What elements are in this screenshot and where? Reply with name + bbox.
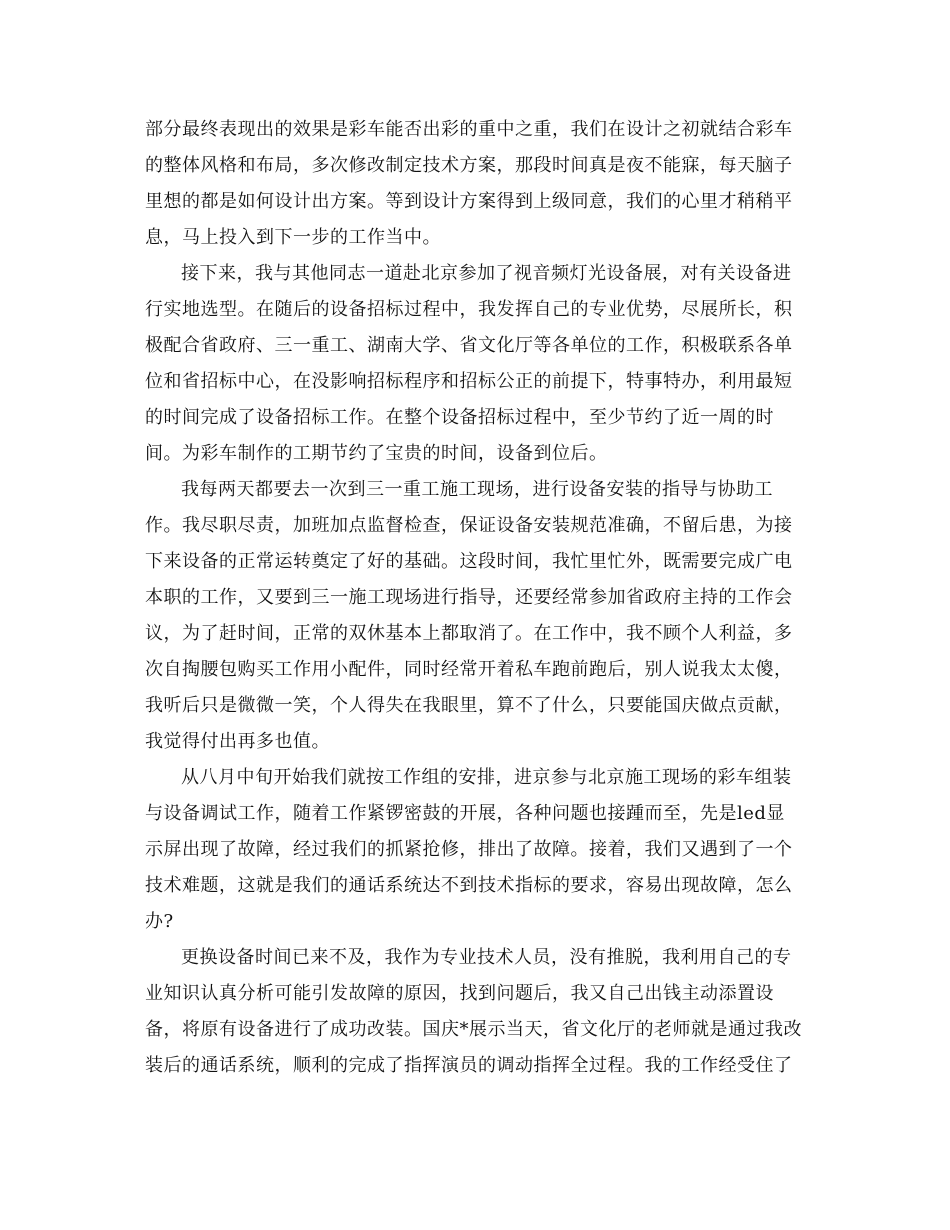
text-line: 议，为了赶时间，正常的双休基本上都取消了。在工作中，我不顾个人利益，多 [145,623,793,644]
text-line: 的整体风格和布局，多次修改制定技术方案，那段时间真是夜不能寐，每天脑子 [145,155,793,176]
paragraph-first-line: 接下来，我与其他同志一道赴北京参加了视音频灯光设备展，对有关设备进 [181,263,792,284]
text-line: 示屏出现了故障，经过我们的抓紧抢修，排出了故障。接着，我们又遇到了一个 [145,839,793,860]
text-line: 次自掏腰包购买工作用小配件，同时经常开着私车跑前跑后，别人说我太太傻， [145,659,793,680]
paragraph-first-line: 我每两天都要去一次到三一重工施工现场，进行设备安装的指导与协助工 [181,479,773,500]
paragraph-first-line: 更换设备时间已来不及，我作为专业技术人员，没有推脱，我利用自己的专 [181,947,792,968]
text-line: 办? [145,911,174,932]
text-line: 极配合省政府、三一重工、湖南大学、省文化厅等各单位的工作，积极联系各单 [145,335,793,356]
text-line: 间。为彩车制作的工期节约了宝贵的时间，设备到位后。 [145,443,608,464]
text-line: 装后的通话系统，顺利的完成了指挥演员的调动指挥全过程。我的工作经受住了 [145,1055,793,1076]
text-line: 部分最终表现出的效果是彩车能否出彩的重中之重，我们在设计之初就结合彩车 [145,119,793,140]
text-line: 我觉得付出再多也值。 [145,731,330,752]
text-line: 与设备调试工作，随着工作紧锣密鼓的开展，各种问题也接踵而至，先是led显 [145,803,785,824]
text-line: 作。我尽职尽责，加班加点监督检查，保证设备安装规范准确，不留后患，为接 [145,515,793,536]
text-line: 本职的工作，又要到三一施工现场进行指导，还要经常参加省政府主持的工作会 [145,587,793,608]
text-line: 里想的都是如何设计出方案。等到设计方案得到上级同意，我们的心里才稍稍平 [145,191,793,212]
text-line: 备，将原有设备进行了成功改装。国庆*展示当天，省文化厅的老师就是通过我改 [145,1019,802,1040]
paragraph-first-line: 从八月中旬开始我们就按工作组的安排，进京参与北京施工现场的彩车组装 [181,767,792,788]
text-line: 的时间完成了设备招标工作。在整个设备招标过程中，至少节约了近一周的时 [145,407,774,428]
text-line: 我听后只是微微一笑，个人得失在我眼里，算不了什么，只要能国庆做点贡献， [145,695,793,716]
text-line: 位和省招标中心，在没影响招标程序和招标公正的前提下，特事特办，利用最短 [145,371,793,392]
text-line: 行实地选型。在随后的设备招标过程中，我发挥自己的专业优势，尽展所长，积 [145,299,793,320]
text-line: 业知识认真分析可能引发故障的原因，找到问题后，我又自己出钱主动添置设 [145,983,774,1004]
text-line: 技术难题，这就是我们的通话系统达不到技术指标的要求，容易出现故障，怎么 [145,875,793,896]
text-line: 下来设备的正常运转奠定了好的基础。这段时间，我忙里忙外，既需要完成广电 [145,551,793,572]
text-line: 息，马上投入到下一步的工作当中。 [145,227,441,248]
